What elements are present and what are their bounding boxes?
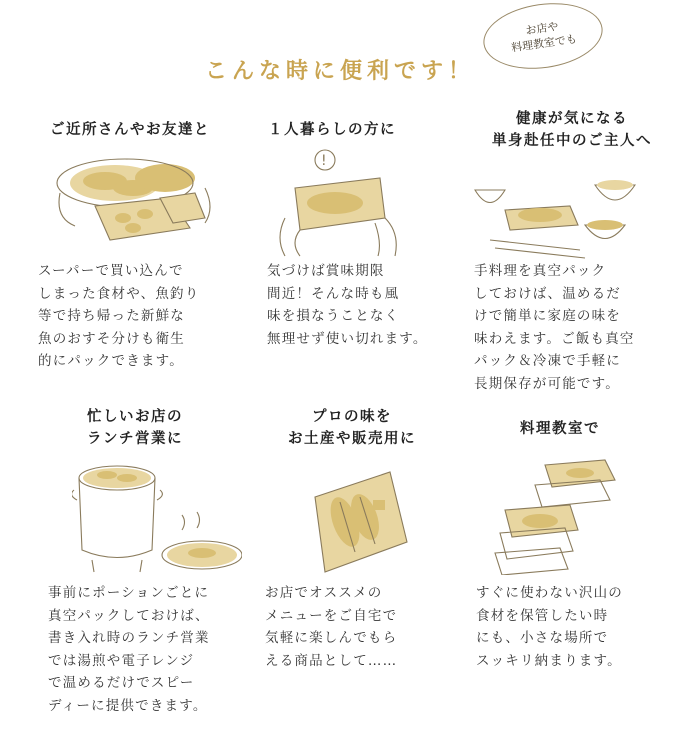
card-desc: 事前にポーションごとに 真空パックしておけば、 書き入れ時のランチ営業 では湯煎や電子レンジ で温めるだけでスピー ディーに提供できます。 — [48, 585, 210, 714]
card-title: ご近所さんやお友達と — [50, 122, 210, 138]
card-neighbors — [30, 119, 230, 141]
stockpot-illustration — [72, 460, 242, 580]
card-desc: 手料理を真空パック しておけば、温めるだ けで簡単に家庭の味を 味わえます。ご飯も真空 パック＆冷凍で手軽に 長期保存が可能です。 — [474, 263, 635, 392]
hands-holding-pack-illustration — [270, 148, 420, 258]
card-busy-restaurant — [45, 406, 225, 450]
card-desc: 気づけば賞味期限 間近！そんな時も風 味を損なうことなく 無理せず使い切れます。 — [267, 263, 428, 347]
card-single-living — [232, 119, 432, 141]
card-desc: お店でオススメの メニューをご自宅で 気軽に楽しんでもら える商品として…… — [265, 585, 398, 669]
badge-line2: 料理教室でも — [510, 32, 578, 55]
page-headline: こんな時に便利です！ — [204, 59, 475, 84]
stacked-packs-illustration — [490, 455, 630, 575]
card-title: １人暮らしの方に — [268, 122, 396, 138]
card-desc: すぐに使わない沢山の 食材を保管したい時 にも、小さな場所で スッキリ納まります。 — [476, 585, 623, 669]
home-meal-illustration — [470, 160, 640, 260]
card-pro-taste — [252, 406, 452, 450]
card-title: 忙しいお店の ランチ営業に — [87, 409, 183, 447]
card-title: 健康が気になる 単身赴任中のご主人へ — [492, 111, 652, 149]
card-cooking-class — [470, 418, 650, 440]
card-title: 料理教室で — [520, 421, 600, 437]
card-desc: スーパーで買い込んで しまった食材や、魚釣り 等で持ち帰った新鮮な 魚のおすそ分けも衛生 的にパックできます。 — [38, 263, 200, 369]
fish-sharing-illustration — [55, 148, 225, 253]
exclamation-icon: ! — [321, 153, 327, 169]
card-title: プロの味を お土産や販売用に — [288, 409, 416, 447]
vacuum-packed-product-illustration — [295, 462, 425, 577]
card-living-alone-husband — [462, 108, 682, 152]
badge-line1: お店や — [524, 19, 560, 38]
